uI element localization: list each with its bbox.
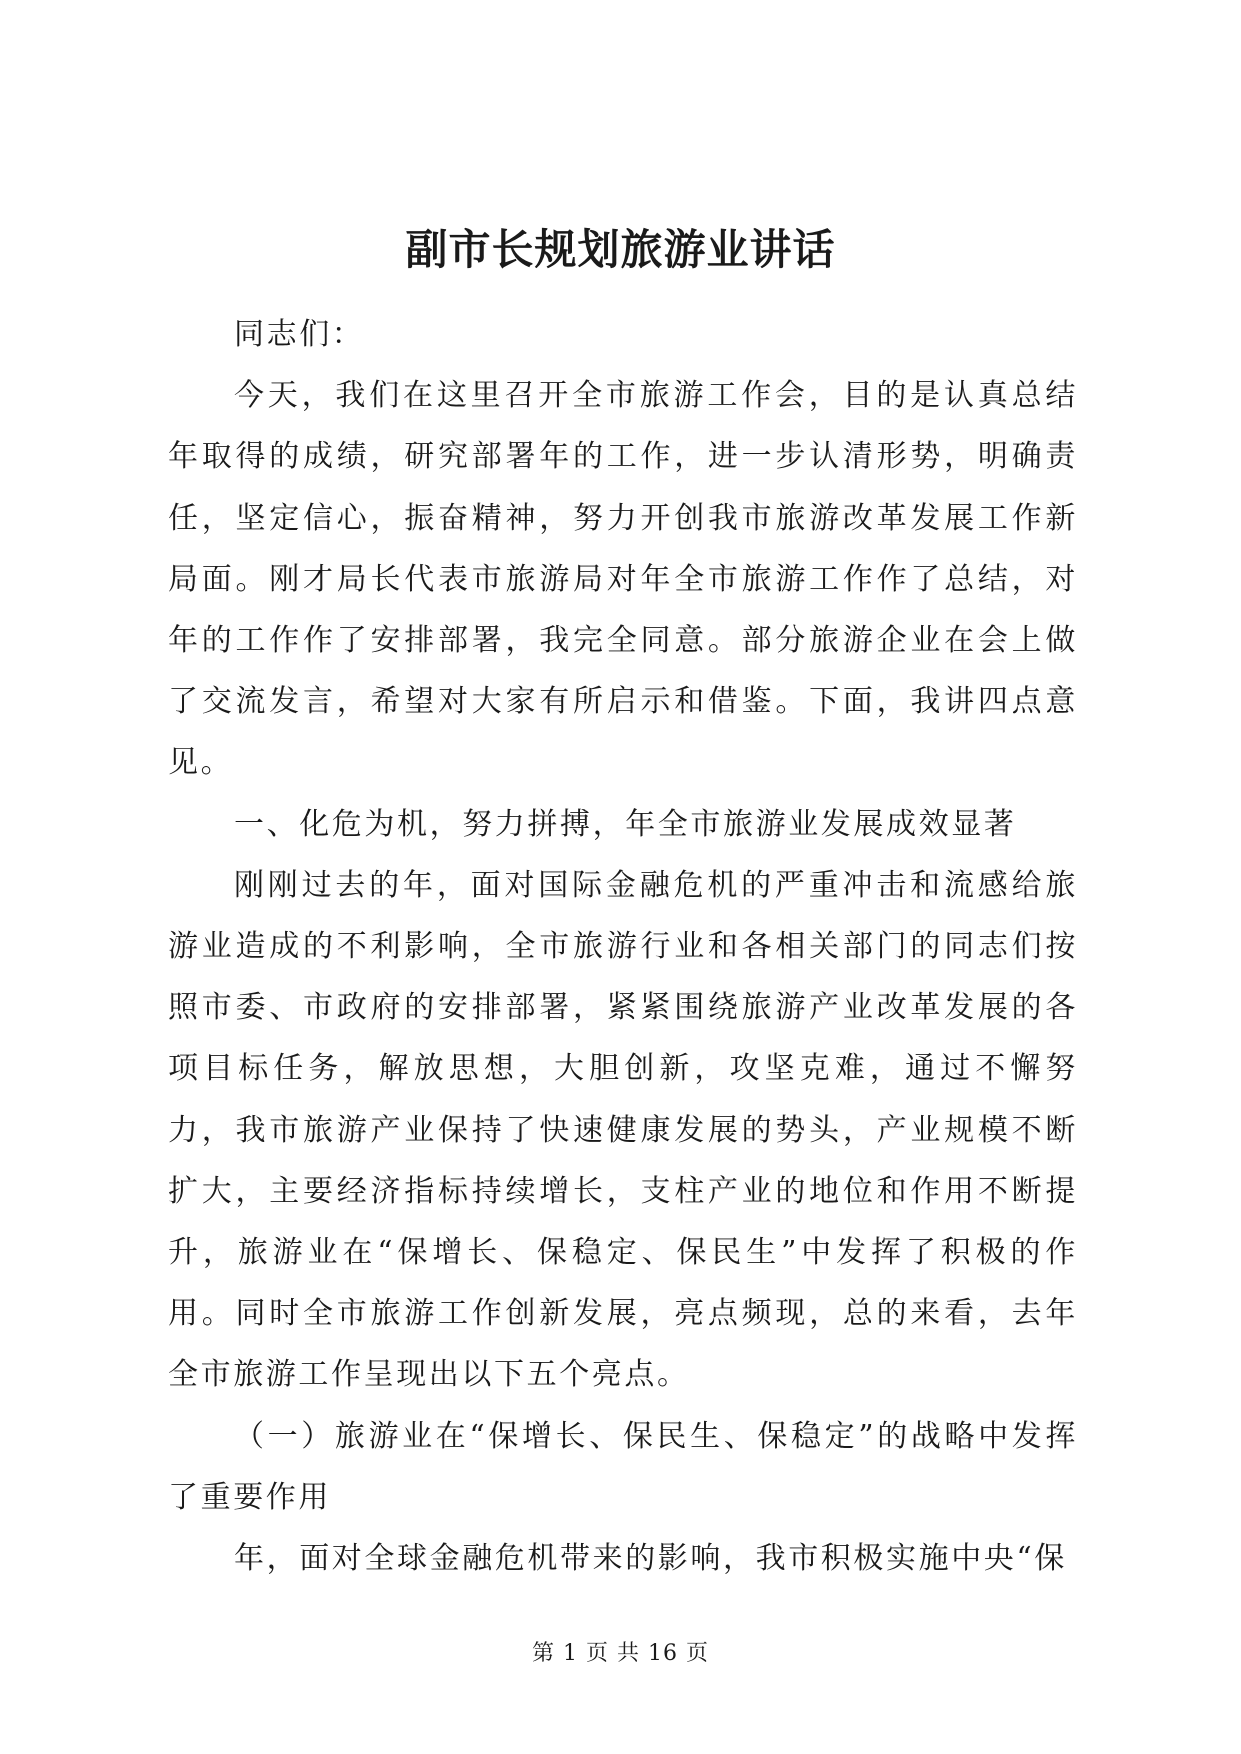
paragraph: 年，面对全球金融危机带来的影响，我市积极实施中央“保 (234, 1541, 1067, 1577)
salutation: 同志们： (234, 317, 365, 352)
subsection-heading: （一）旅游业在“保增长、保民生、保稳定”的战略中发挥了重要作用 (168, 1418, 1078, 1515)
page-number-footer: 第 1 页 共 16 页 (532, 1641, 709, 1666)
document-body (168, 304, 1078, 1589)
paragraph: 刚刚过去的年，面对国际金融危机的严重冲击和流感给旅游业造成的不利影响，全市旅游行业和各相关部门的同志们按照市委、市政府的安排部署，紧紧围绕旅游产业改革发展的各项目标任务，解放思想，大胆创新，攻坚克难，通过不懈努力，我市旅游产业保持了快速健康发展的势头，产业规模不断扩大，主要经济指标持续增长，支柱产业的地位和作用不断提升，旅游业在“保增长、保稳定、保民生”中发挥了积极的作用。同时全市旅游工作创新发展，亮点频现，总的来看，去年全市旅游工作呈现出以下五个亮点。 (168, 867, 1078, 1393)
document-title: 副市长规划旅游业讲话 (405, 225, 836, 274)
paragraph: 今天，我们在这里召开全市旅游工作会，目的是认真总结年取得的成绩，研究部署年的工作，进一步认清形势，明确责任，坚定信心，振奋精神，努力开创我市旅游改革发展工作新局面。刚才局长代表市旅游局对年全市旅游工作作了总结，对年的工作作了安排部署，我完全同意。部分旅游企业在会上做了交流发言，希望对大家有所启示和借鉴。下面，我讲四点意见。 (168, 378, 1078, 781)
section-heading: 一、化危为机，努力拼搏，年全市旅游业发展成效显著 (234, 806, 1017, 842)
